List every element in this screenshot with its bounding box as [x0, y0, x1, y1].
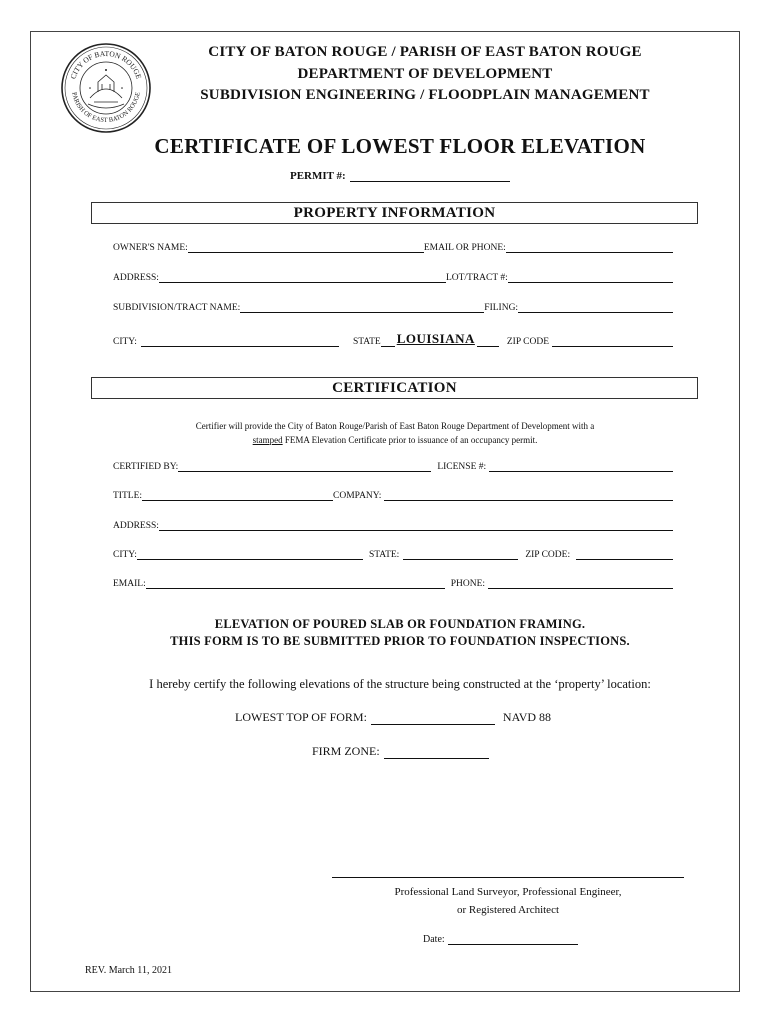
city-label: CITY: — [113, 337, 137, 347]
state-label: STATE — [352, 337, 381, 347]
email-phone-row — [113, 578, 673, 589]
cert-state-label: STATE: — [368, 550, 400, 560]
svg-text:PARISH OF EAST BATON ROUGE: PARISH OF EAST BATON ROUGE — [70, 91, 142, 125]
cert-address-field[interactable] — [159, 520, 673, 531]
owner-name-label: OWNER'S NAME: — [113, 243, 188, 253]
lowest-top-of-form-row — [235, 710, 551, 725]
header-division: SUBDIVISION ENGINEERING / FLOODPLAIN MANAGEMENT — [200, 87, 650, 103]
form-title: CERTIFICATE OF LOWEST FLOOR ELEVATION — [154, 134, 646, 158]
zip-code-label: ZIP CODE — [506, 337, 550, 347]
certified-by-field[interactable] — [178, 461, 431, 472]
signature-line[interactable] — [332, 877, 684, 878]
signature-title-line1: Professional Land Surveyor, Professional Engineer, — [394, 886, 622, 898]
date-label: Date: — [423, 934, 445, 945]
elevation-heading: ELEVATION OF POURED SLAB OR FOUNDATION FRAMING. — [214, 617, 586, 631]
license-field[interactable] — [489, 461, 673, 472]
submission-notice: THIS FORM IS TO BE SUBMITTED PRIOR TO FOUNDATION INSPECTIONS. — [170, 634, 630, 648]
company-field[interactable] — [384, 490, 673, 501]
email-phone-field[interactable] — [506, 242, 673, 253]
license-label: LICENSE #: — [437, 462, 487, 472]
header-agency: CITY OF BATON ROUGE / PARISH OF EAST BATON ROUGE — [208, 44, 642, 60]
svg-text:CITY OF BATON ROUGE: CITY OF BATON ROUGE — [68, 48, 144, 81]
certified-by-label: CERTIFIED BY: — [113, 462, 179, 472]
address-row — [113, 272, 673, 283]
cert-address-label: ADDRESS: — [113, 521, 159, 531]
address-label: ADDRESS: — [113, 273, 159, 283]
title-field[interactable] — [142, 490, 333, 501]
city-parish-seal-icon — [60, 42, 152, 134]
cert-zip-field[interactable] — [576, 549, 673, 560]
permit-field[interactable] — [290, 170, 510, 182]
filing-label: FILING: — [484, 303, 519, 313]
city-state-zip-row — [113, 331, 673, 347]
cert-city-state-zip-row — [113, 549, 673, 560]
certification-heading: CERTIFICATION — [91, 377, 698, 399]
cert-address-row — [113, 520, 673, 531]
permit-input-line[interactable] — [350, 170, 510, 182]
lot-tract-label: LOT/TRACT #: — [445, 273, 508, 283]
certify-statement: I hereby certify the following elevations of the structure being constructed at the ‘property’ location: — [149, 677, 651, 691]
title-company-row — [113, 490, 673, 501]
date-field[interactable] — [448, 934, 578, 945]
firm-zone-field[interactable] — [384, 747, 489, 759]
subdivision-label: SUBDIVISION/TRACT NAME: — [113, 303, 241, 313]
cert-email-field[interactable] — [146, 578, 445, 589]
date-row — [423, 934, 578, 945]
navd-88-label: NAVD 88 — [502, 710, 552, 724]
permit-label: PERMIT #: — [290, 170, 346, 182]
lowest-top-of-form-field[interactable] — [371, 713, 495, 725]
state-value: LOUISIANA — [396, 331, 475, 346]
title-label: TITLE: — [113, 491, 143, 501]
cert-zip-label: ZIP CODE: — [525, 550, 571, 560]
stamped-emphasis: stamped — [252, 435, 283, 445]
filing-field[interactable] — [518, 302, 673, 313]
owner-row — [113, 242, 673, 253]
certification-note: Certifier will provide the City of Baton Rouge/Parish of East Baton Rouge Department of Development with a stamped FEMA Elevation Certificate prior to issuance of an occupancy permit. — [195, 421, 595, 445]
cert-email-label: EMAIL: — [113, 579, 146, 589]
cert-phone-field[interactable] — [488, 578, 673, 589]
property-information-heading: PROPERTY INFORMATION — [91, 202, 698, 224]
owner-name-field[interactable] — [188, 242, 424, 253]
header-department: DEPARTMENT OF DEVELOPMENT — [297, 66, 553, 82]
subdivision-row — [113, 302, 673, 313]
lot-tract-field[interactable] — [508, 272, 673, 283]
cert-phone-label: PHONE: — [450, 579, 486, 589]
subdivision-field[interactable] — [240, 302, 484, 313]
cert-city-field[interactable] — [137, 549, 363, 560]
cert-state-field[interactable] — [403, 549, 518, 560]
signature-title-line2: or Registered Architect — [456, 904, 560, 916]
firm-zone-row — [312, 744, 489, 759]
certified-by-row — [113, 461, 673, 472]
revision-date: REV. March 11, 2021 — [85, 965, 172, 976]
firm-zone-label: FIRM ZONE: — [312, 744, 380, 758]
email-phone-label: EMAIL OR PHONE: — [423, 243, 506, 253]
cert-city-label: CITY: — [113, 550, 137, 560]
address-field[interactable] — [159, 272, 446, 283]
zip-code-field[interactable] — [552, 336, 673, 347]
city-field[interactable] — [141, 336, 339, 347]
lowest-top-of-form-label: LOWEST TOP OF FORM: — [235, 710, 367, 724]
company-label: COMPANY: — [333, 491, 382, 501]
